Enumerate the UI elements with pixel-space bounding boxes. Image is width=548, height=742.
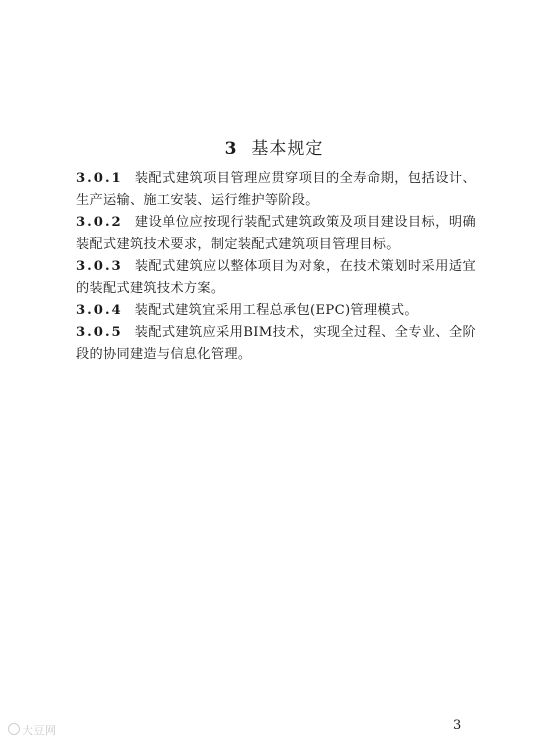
clause-text: 装配式建筑应以整体项目为对象，在技术策划时采用适宜的装配式建筑技术方案。: [76, 259, 476, 296]
clause-list: [76, 168, 476, 366]
clause-paragraph: [76, 168, 476, 212]
clause-text: 装配式建筑应采用BIM技术，实现全过程、全专业、全阶段的协同建造与信息化管理。: [76, 325, 476, 362]
clause-paragraph: [76, 212, 476, 256]
clause-paragraph: [76, 256, 476, 300]
clause-text: 装配式建筑项目管理应贯穿项目的全寿命期，包括设计、生产运输、施工安装、运行维护等阶段。: [76, 171, 476, 208]
watermark: [8, 722, 57, 738]
clause-text: 建设单位应按现行装配式建筑政策及项目建设目标，明确装配式建筑技术要求，制定装配式建筑项目管理目标。: [76, 215, 476, 252]
clause-number: 3.0.5: [76, 325, 123, 340]
clause-number: 3.0.2: [76, 215, 123, 230]
chapter-title: 基本规定: [251, 139, 324, 159]
clause-text: 装配式建筑宜采用工程总承包(EPC)管理模式。: [134, 303, 418, 318]
clause-paragraph: [76, 300, 476, 322]
page-number: 3: [453, 718, 462, 733]
clause-number: 3.0.3: [76, 259, 123, 274]
clause-paragraph: [76, 322, 476, 366]
chapter-number: 3: [224, 139, 238, 159]
clause-number: 3.0.4: [76, 303, 123, 318]
clause-number: 3.0.1: [76, 171, 123, 186]
watermark-text: 大豆网: [22, 724, 57, 737]
chapter-heading: [0, 134, 548, 159]
watermark-logo-icon: [8, 723, 20, 735]
